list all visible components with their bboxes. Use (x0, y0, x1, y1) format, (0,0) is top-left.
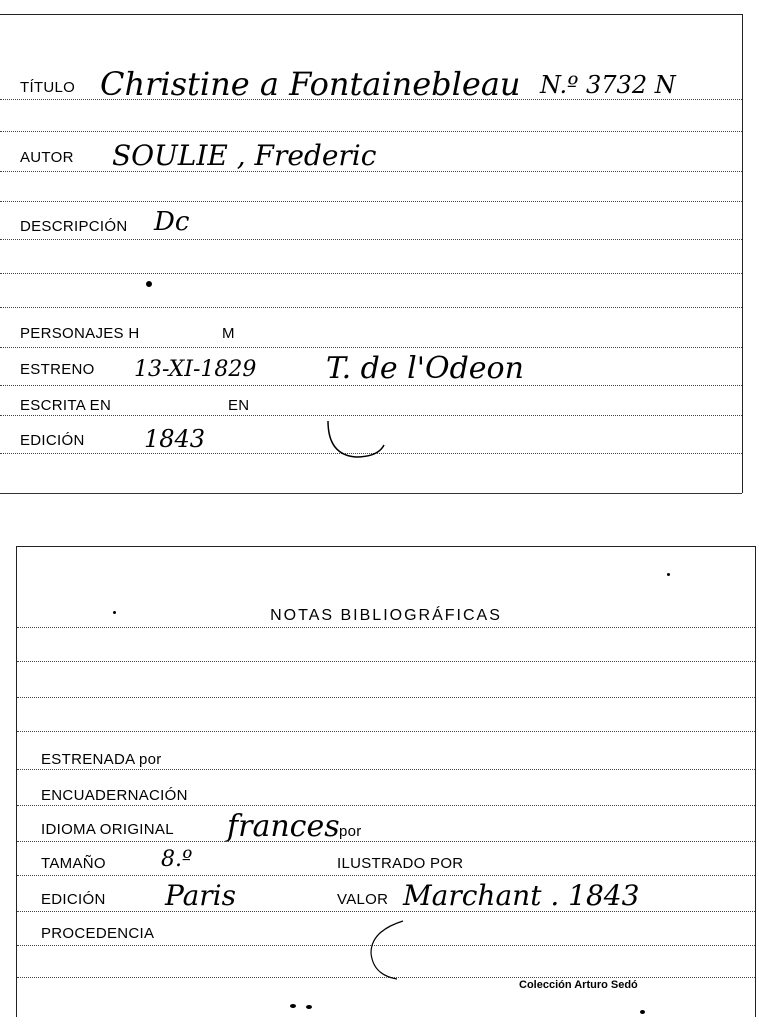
estreno-theatre: T. de l'Odeon (326, 351, 524, 386)
rule (0, 201, 742, 202)
personajes-m-label: M (222, 325, 235, 342)
stamp-arc (322, 415, 392, 465)
escrita-en-label: EN (228, 397, 250, 414)
rule (17, 697, 755, 698)
rule (0, 347, 742, 348)
descripcion-value: Dc (154, 207, 190, 237)
valor-label: VALOR (337, 891, 389, 908)
edicion-label: EDICIÓN (41, 891, 106, 908)
notas-title: NOTAS BIBLIOGRÁFICAS (270, 607, 502, 624)
numero-value: N.º 3732 N (540, 71, 676, 99)
estreno-date: 13-XI-1829 (134, 357, 257, 382)
procedencia-label: PROCEDENCIA (41, 925, 155, 942)
card-bottom-edge (0, 493, 742, 494)
tamano-label: TAMAÑO (41, 855, 106, 872)
rule (0, 239, 742, 240)
descripcion-label: DESCRIPCIÓN (20, 218, 128, 235)
rule (17, 875, 755, 876)
encuadernacion-label: ENCUADERNACIÓN (41, 787, 188, 804)
rule (0, 307, 742, 308)
tamano-value: 8.º (161, 847, 193, 872)
idioma-por-label: por (339, 823, 362, 840)
ink-speck (667, 573, 670, 576)
rule (0, 273, 742, 274)
rule (17, 911, 755, 912)
rule (0, 131, 742, 132)
ink-speck (146, 281, 152, 287)
rule (17, 769, 755, 770)
ink-speck (306, 1005, 312, 1009)
rule (17, 841, 755, 842)
escrita-label: ESCRITA EN (20, 397, 112, 414)
rule (17, 627, 755, 628)
edicion-value: Paris (165, 879, 236, 912)
ink-speck (640, 1010, 645, 1014)
stamp-arc (363, 917, 423, 987)
ink-speck (290, 1004, 296, 1008)
personajes-label: PERSONAJES H (20, 325, 140, 342)
estreno-label: ESTRENO (20, 361, 95, 378)
coleccion-credit: Colección Arturo Sedó (519, 979, 638, 991)
rule (17, 731, 755, 732)
titulo-label: TÍTULO (20, 79, 76, 96)
autor-value: SOULIE , Frederic (112, 139, 377, 172)
edicion-value: 1843 (144, 425, 206, 453)
catalog-card-front (0, 14, 743, 493)
rule (0, 99, 742, 100)
valor-value: Marchant . 1843 (403, 879, 640, 912)
catalog-card-back (16, 546, 756, 1017)
ilustrado-label: ILUSTRADO POR (337, 855, 464, 872)
estrenada-label: ESTRENADA por (41, 751, 162, 768)
rule (17, 805, 755, 806)
titulo-value: Christine a Fontainebleau (100, 65, 521, 103)
ink-speck (113, 611, 116, 614)
rule (17, 661, 755, 662)
edicion-label: EDICIÓN (20, 432, 85, 449)
rule (0, 385, 742, 386)
rule (0, 171, 742, 172)
idioma-label: IDIOMA ORIGINAL (41, 821, 174, 838)
autor-label: AUTOR (20, 149, 74, 166)
idioma-value: frances (227, 809, 340, 844)
